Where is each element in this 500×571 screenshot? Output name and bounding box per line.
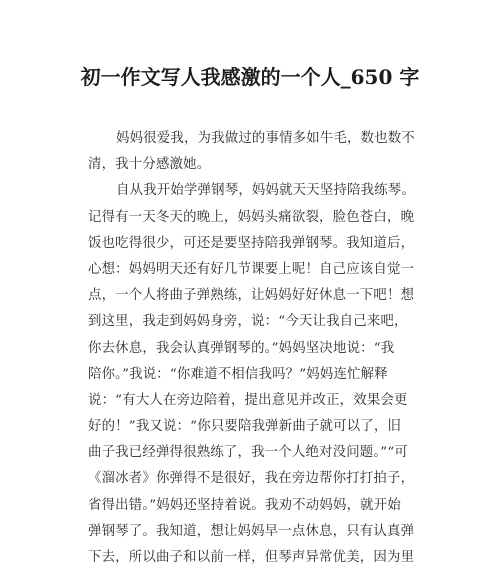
text-line: 你去休息，我会认真弹钢琴的。”妈妈坚决地说：“我 <box>88 340 395 356</box>
page-title: 初一作文写人我感激的一个人_650 字 <box>80 65 420 89</box>
text-line: 到这里，我走到妈妈身旁，说：“今天让我自己来吧， <box>88 314 408 330</box>
text-line: 陪你。”我说：“你难道不相信我吗？”妈妈连忙解释 <box>88 366 388 382</box>
text-line: 心想：妈妈明天还有好几节课要上呢！自己应该自觉一 <box>88 261 415 277</box>
text-line: 好的！”我又说：“你只要陪我弹新曲子就可以了，旧 <box>88 419 402 435</box>
text-line: 曲子我已经弹得很熟练了，我一个人绝对没问题。”“可 <box>88 445 408 461</box>
text-line: 弹钢琴了。我知道，想让妈妈早一点休息，只有认真弹 <box>88 523 415 539</box>
text-line: 下去，所以曲子和以前一样，但琴声异常优美，因为里 <box>88 550 415 565</box>
text-line: 妈妈很爱我，为我做过的事情多如牛毛，数也数不 <box>116 131 415 146</box>
text-line: 自从我开始学弹钢琴，妈妈就天天坚持陪我练琴。 <box>116 183 415 199</box>
essay-body <box>88 126 420 571</box>
text-line: 说：“有大人在旁边陪着，提出意见并改正，效果会更 <box>88 392 408 408</box>
text-line: 记得有一天冬天的晚上，妈妈头痛欲裂，脸色苍白，晚 <box>88 209 415 225</box>
text-line: 饭也吃得很少，可还是要坚持陪我弹钢琴。我知道后， <box>88 235 415 251</box>
text-line: 《溜冰者》你弹得不是很好，我在旁边帮你打打拍子， <box>88 471 415 487</box>
text-line: 清，我十分感激她。 <box>88 157 211 173</box>
text-line: 省得出错。”妈妈还坚持着说。我劝不动妈妈，就开始 <box>88 497 401 513</box>
text-line: 点，一个人将曲子弹熟练，让妈妈好好休息一下吧！想 <box>88 288 415 304</box>
